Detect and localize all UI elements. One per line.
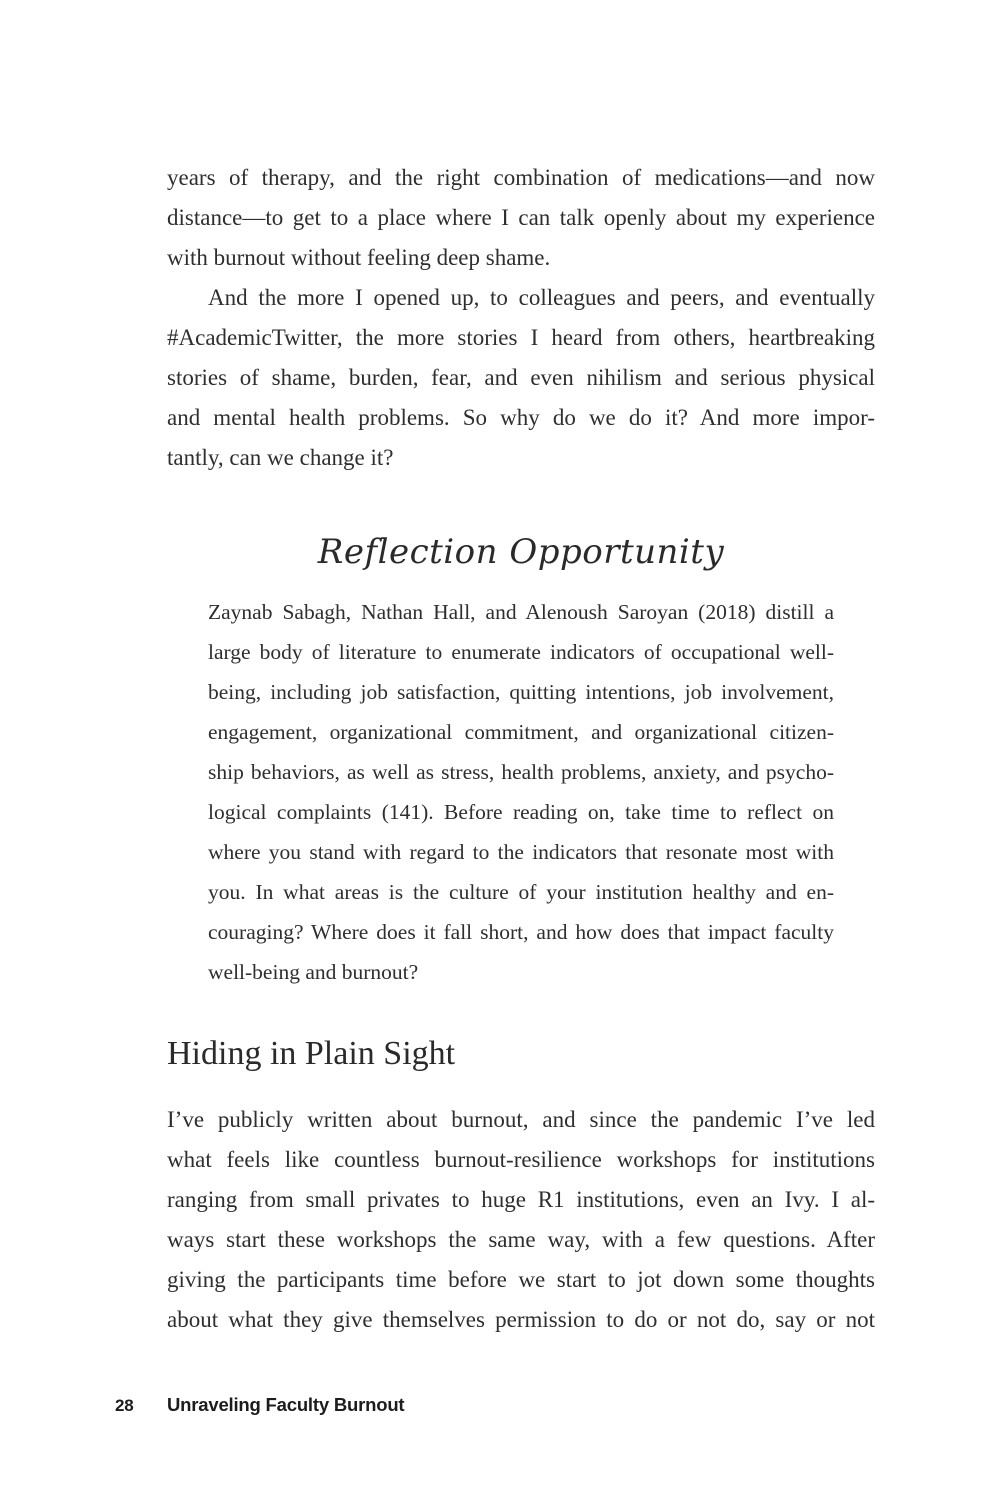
text-line: large body of literature to enumerate indicators of occupational well- bbox=[208, 640, 834, 664]
text-line: you. In what areas is the culture of your institution healthy and en- bbox=[208, 880, 834, 904]
text-line: ship behaviors, as well as stress, health problems, anxiety, and psycho- bbox=[208, 760, 834, 784]
text-line: well-being and burnout? bbox=[208, 960, 419, 984]
book-title: Unraveling Faculty Burnout bbox=[167, 1394, 405, 1415]
text-line: #AcademicTwitter, the more stories I heard from others, heartbreaking bbox=[167, 325, 875, 350]
text-line: distance—to get to a place where I can talk openly about my experience bbox=[167, 205, 875, 230]
text-line: ways start these workshops the same way, with a few questions. After bbox=[167, 1227, 875, 1252]
section-paragraph bbox=[167, 1100, 875, 1340]
text-line: stories of shame, burden, fear, and even nihilism and serious physical bbox=[167, 365, 875, 390]
paragraph bbox=[167, 278, 875, 478]
page-body bbox=[167, 158, 875, 1340]
text-line: tantly, can we change it? bbox=[167, 445, 394, 470]
section-heading: Hiding in Plain Sight bbox=[167, 1035, 456, 1072]
text-line: engagement, organizational commitment, and organizational citizen- bbox=[208, 720, 834, 744]
text-line: And the more I opened up, to colleagues and peers, and eventually bbox=[208, 285, 875, 310]
text-line: Zaynab Sabagh, Nathan Hall, and Alenoush Saroyan (2018) distill a bbox=[208, 600, 834, 624]
text-line: being, including job satisfaction, quitting intentions, job involvement, bbox=[208, 680, 834, 704]
paragraph-continuation bbox=[167, 158, 875, 278]
page-footer bbox=[115, 1394, 404, 1416]
text-line: what feels like countless burnout-resilience workshops for institutions bbox=[167, 1147, 875, 1172]
text-line: about what they give themselves permission to do or not do, say or not bbox=[167, 1307, 875, 1332]
text-line: years of therapy, and the right combination of medications—and now bbox=[167, 165, 875, 190]
text-line: couraging? Where does it fall short, and how does that impact faculty bbox=[208, 920, 834, 944]
text-line: giving the participants time before we start to jot down some thoughts bbox=[167, 1267, 875, 1292]
text-line: and mental health problems. So why do we do it? And more impor- bbox=[167, 405, 875, 430]
text-line: I’ve publicly written about burnout, and since the pandemic I’ve led bbox=[167, 1107, 875, 1132]
text-line: where you stand with regard to the indicators that resonate most with bbox=[208, 840, 834, 864]
page-number: 28 bbox=[115, 1396, 134, 1415]
reflection-opportunity-heading: Reflection Opportunity bbox=[317, 532, 725, 572]
text-line: ranging from small privates to huge R1 institutions, even an Ivy. I al- bbox=[167, 1187, 875, 1212]
text-line: with burnout without feeling deep shame. bbox=[167, 245, 551, 270]
reflection-block bbox=[208, 592, 834, 992]
text-line: logical complaints (141). Before reading on, take time to reflect on bbox=[208, 800, 834, 824]
